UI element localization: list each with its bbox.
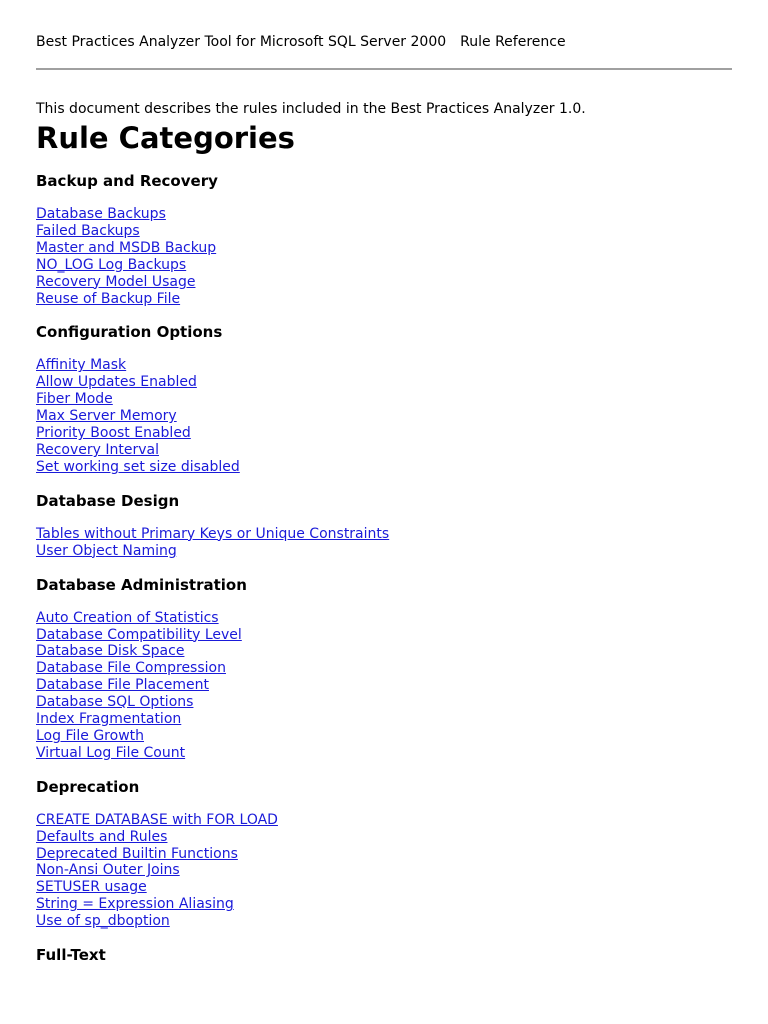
rule-list-item [36, 879, 732, 896]
rule-list-item [36, 610, 732, 627]
rule-list-item [36, 643, 732, 660]
header-section-name: Rule Reference [460, 34, 566, 50]
rule-link-master-and-msdb-backup[interactable]: Master and MSDB Backup [36, 239, 217, 256]
rule-link-index-fragmentation[interactable]: Index Fragmentation [36, 711, 182, 728]
running-header [36, 33, 566, 51]
rule-link-deprecated-builtin-functions[interactable]: Deprecated Builtin Functions [36, 845, 238, 862]
rule-list-item [36, 223, 732, 240]
rule-link-list [36, 357, 732, 475]
category-backup-and-recovery [36, 171, 732, 307]
rule-list-item [36, 627, 732, 644]
rule-link-create-database-with-for-load[interactable]: CREATE DATABASE with FOR LOAD [36, 811, 278, 828]
category-heading: Deprecation [36, 777, 140, 796]
rule-link-database-compatibility-level[interactable]: Database Compatibility Level [36, 626, 242, 643]
category-heading: Configuration Options [36, 323, 223, 342]
rule-list-item [36, 357, 732, 374]
header-divider [36, 68, 732, 70]
category-configuration-options [36, 322, 732, 475]
rule-link-set-working-set-size-disabled[interactable]: Set working set size disabled [36, 458, 240, 475]
rule-link-string-expression-aliasing[interactable]: String = Expression Aliasing [36, 896, 234, 913]
rule-link-no-log-log-backups[interactable]: NO_LOG Log Backups [36, 256, 187, 273]
rule-list-item [36, 728, 732, 745]
rule-link-non-ansi-outer-joins[interactable]: Non-Ansi Outer Joins [36, 862, 180, 879]
rule-link-list [36, 526, 732, 560]
rule-list-item [36, 846, 732, 863]
rule-link-list [36, 610, 732, 762]
rule-list-item [36, 274, 732, 291]
rule-list-item [36, 694, 732, 711]
rule-list-item [36, 526, 732, 543]
intro-paragraph: This document describes the rules included in the Best Practices Analyzer 1.0. [36, 101, 586, 117]
rule-list-item [36, 543, 732, 560]
rule-link-database-file-compression[interactable]: Database File Compression [36, 660, 226, 677]
rule-list-item [36, 913, 732, 930]
rule-link-list [36, 812, 732, 930]
rule-link-user-object-naming[interactable]: User Object Naming [36, 542, 177, 559]
rule-link-fiber-mode[interactable]: Fiber Mode [36, 391, 113, 408]
rule-list-item [36, 206, 732, 223]
rule-link-use-of-sp-dboption[interactable]: Use of sp_dboption [36, 913, 170, 930]
category-database-design [36, 491, 732, 560]
rule-list-item [36, 408, 732, 425]
rule-link-virtual-log-file-count[interactable]: Virtual Log File Count [36, 744, 186, 761]
rule-list-item [36, 459, 732, 476]
rule-link-list [36, 206, 732, 307]
rule-categories [36, 171, 732, 965]
rule-list-item [36, 862, 732, 879]
rule-link-affinity-mask[interactable]: Affinity Mask [36, 357, 127, 374]
rule-link-priority-boost-enabled[interactable]: Priority Boost Enabled [36, 425, 191, 442]
page-title: Rule Categories [36, 121, 295, 155]
rule-list-item [36, 240, 732, 257]
rule-list-item [36, 391, 732, 408]
rule-link-database-sql-options[interactable]: Database SQL Options [36, 694, 194, 711]
rule-link-defaults-and-rules[interactable]: Defaults and Rules [36, 828, 168, 845]
rule-list-item [36, 829, 732, 846]
rule-list-item [36, 660, 732, 677]
category-database-administration [36, 575, 732, 762]
rule-list-item [36, 257, 732, 274]
rule-link-allow-updates-enabled[interactable]: Allow Updates Enabled [36, 374, 197, 391]
category-heading: Database Administration [36, 575, 247, 594]
rule-list-item [36, 677, 732, 694]
rule-link-auto-creation-of-statistics[interactable]: Auto Creation of Statistics [36, 609, 219, 626]
rule-link-tables-without-primary-keys[interactable]: Tables without Primary Keys or Unique Constraints [36, 525, 390, 542]
rule-list-item [36, 442, 732, 459]
rule-link-recovery-model-usage[interactable]: Recovery Model Usage [36, 273, 196, 290]
rule-list-item [36, 745, 732, 762]
rule-link-log-file-growth[interactable]: Log File Growth [36, 727, 145, 744]
rule-list-item [36, 425, 732, 442]
rule-link-database-disk-space[interactable]: Database Disk Space [36, 643, 185, 660]
rule-link-reuse-of-backup-file[interactable]: Reuse of Backup File [36, 290, 181, 307]
category-heading: Backup and Recovery [36, 172, 218, 190]
category-heading: Database Design [36, 491, 180, 510]
rule-link-database-file-placement[interactable]: Database File Placement [36, 677, 209, 694]
rule-list-item [36, 291, 732, 308]
rule-link-setuser-usage[interactable]: SETUSER usage [36, 879, 147, 896]
rule-list-item [36, 896, 732, 913]
rule-link-recovery-interval[interactable]: Recovery Interval [36, 441, 159, 458]
category-deprecation [36, 777, 732, 930]
category-heading: Full-Text [36, 946, 106, 965]
rule-link-database-backups[interactable]: Database Backups [36, 206, 166, 222]
rule-link-max-server-memory[interactable]: Max Server Memory [36, 408, 177, 425]
header-document-name: Best Practices Analyzer Tool for Microsoft SQL Server 2000 [36, 34, 447, 50]
rule-link-failed-backups[interactable]: Failed Backups [36, 222, 140, 239]
rule-list-item [36, 374, 732, 391]
category-full-text [36, 945, 732, 965]
rule-list-item [36, 711, 732, 728]
rule-list-item [36, 812, 732, 829]
